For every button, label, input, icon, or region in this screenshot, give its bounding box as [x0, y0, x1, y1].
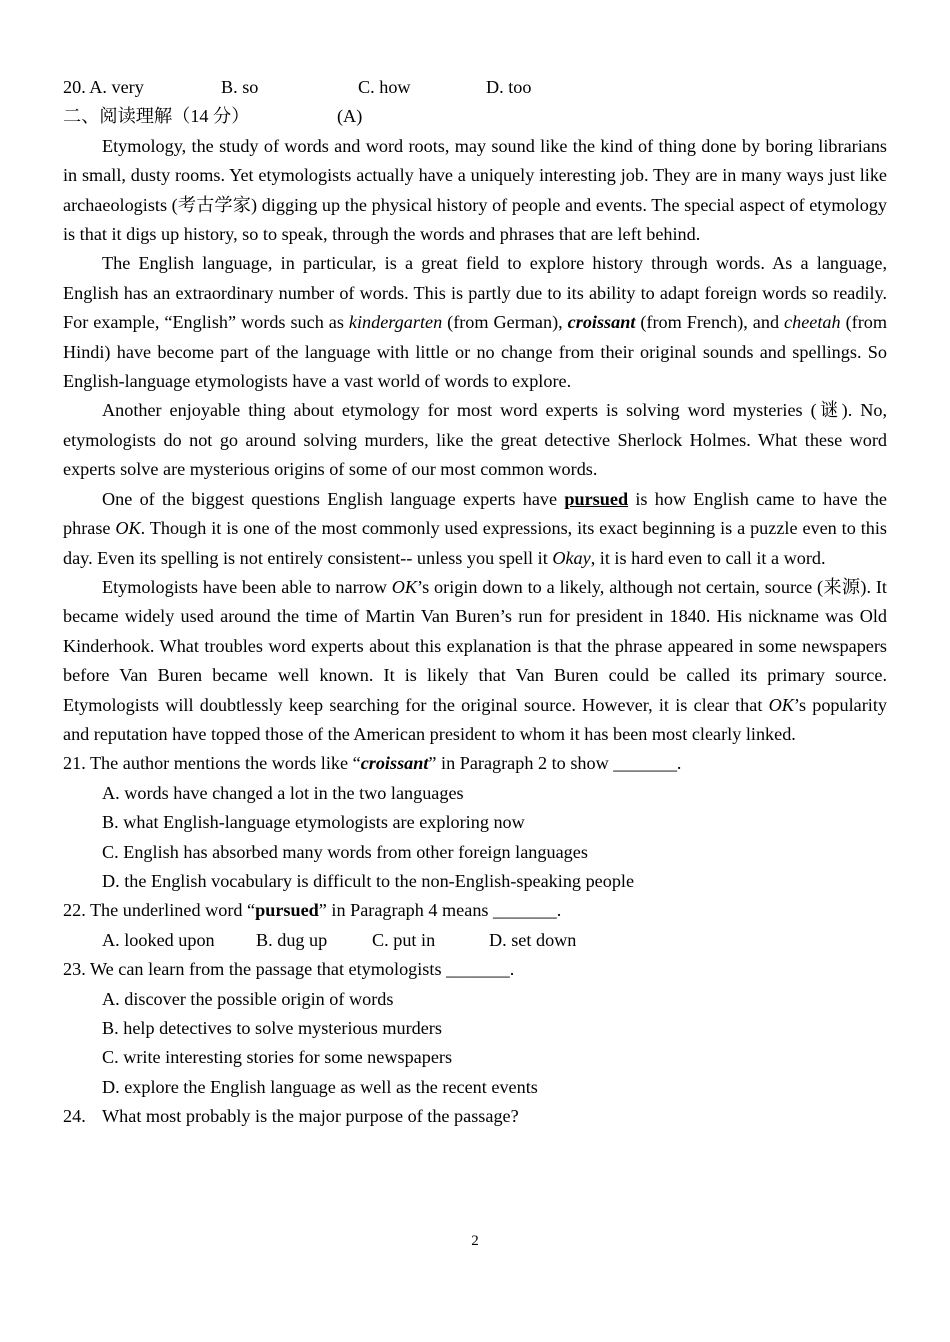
p4-text-1: One of the biggest questions English language experts have [102, 488, 565, 509]
q22-stem-post: ” in Paragraph 4 means _______. [318, 900, 562, 921]
q22-option-b: B. dug up [256, 929, 328, 950]
q21-option-c: C. English has absorbed many words from other foreign languages [102, 841, 588, 862]
exam-page [63, 73, 887, 1132]
q23-option-c: C. write interesting stories for some newspapers [102, 1047, 453, 1068]
p4-text-4: , it is hard even to call it a word. [590, 547, 826, 568]
q22-option-c: C. put in [372, 929, 436, 950]
q21-option-b: B. what English-language etymologists are exploring now [102, 812, 525, 833]
question-23-stem: 23. We can learn from the passage that etymologists _______. [63, 959, 515, 980]
q22-option-a: A. looked upon [102, 929, 215, 950]
q20-option-c: C. how [358, 77, 411, 97]
p2-text-3: (from French), and [635, 312, 785, 333]
question-24-stem [63, 1102, 887, 1131]
section-title: 二、阅读理解（14 分） [63, 106, 250, 127]
q20-option-d: D. too [486, 77, 532, 97]
word-cheetah: cheetah [784, 312, 841, 333]
q22-stem-pre: 22. The underlined word “ [63, 900, 256, 921]
p2-text-2: (from German), [442, 312, 568, 333]
q24-number: 24. [63, 1106, 86, 1127]
q21-stem-pre: 21. The author mentions the words like “ [63, 753, 361, 774]
word-okay: Okay [552, 547, 591, 568]
word-kindergarten: kindergarten [348, 312, 443, 333]
question-22-options [63, 926, 887, 955]
p4-text-3: . Though it is one of the most commonly used expressions, its exact beginning is a puzzle even to this day. Even its spelling is not entirely consistent-- unless you spell it [63, 518, 887, 568]
p5-text-1: Etymologists have been able to narrow [102, 576, 392, 597]
q22-stem-word: pursued [255, 900, 319, 921]
word-ok: OK [768, 694, 794, 715]
q23-option-b: B. help detectives to solve mysterious murders [102, 1018, 442, 1038]
word-ok: OK [115, 518, 141, 539]
q20-option-b: B. so [221, 77, 259, 97]
passage-paragraph-3: Another enjoyable thing about etymology for most word experts is solving word mysteries (谜). No, etymologists do not go around solving murders, like the great detective Sherlock Holmes. What these word experts solve are mysterious origins of some of our most common words. [63, 400, 887, 480]
word-croissant: croissant [567, 312, 636, 333]
p5-text-2: ’s origin down to a likely, although not certain, source (来源). It became widely used around the time of Martin Van Buren’s run for president in 1840. His nickname was Old Kinderhook. What troubles word experts about this explanation is that the phrase appeared in some newspapers before Van Buren became well known. It is likely that Van Buren could be called its primary source. Etymologists will doubtlessly keep searching for the original source. However, it is clear that [63, 576, 887, 715]
question-22-stem [63, 896, 887, 925]
passage-paragraph-5 [63, 573, 887, 749]
p2-text-1: The English language, in particular, is a great field to explore history through words. As a language, English has an extraordinary number of words. This is partly due to its ability to adapt foreign words so readily. For example, “English” words such as [63, 253, 887, 333]
passage-paragraph-2 [63, 249, 887, 396]
page-number: 2 [471, 1233, 479, 1249]
q21-stem-post: ” in Paragraph 2 to show _______. [428, 753, 682, 774]
question-20-options [63, 73, 887, 102]
section-heading [63, 102, 887, 131]
q22-option-d: D. set down [489, 929, 577, 950]
p2-text-4: (from Hindi) have become part of the language with little or no change from their original sounds and spellings. So English-language etymologists have a vast world of words to explore. [63, 312, 887, 392]
q24-stem-text: What most probably is the major purpose of the passage? [102, 1106, 519, 1127]
q23-option-a: A. discover the possible origin of words [102, 988, 394, 1009]
q21-option-d: D. the English vocabulary is difficult to the non-English-speaking people [102, 870, 635, 891]
q23-option-d: D. explore the English language as well as the recent events [102, 1076, 538, 1097]
passage-paragraph-1: Etymology, the study of words and word roots, may sound like the kind of thing done by boring librarians in small, dusty rooms. Yet etymologists actually have a uniquely interesting job. They are in many ways just like archaeologists (考古学家) digging up the physical history of people and events. The special aspect of etymology is that it digs up history, so to speak, through the words and phrases that are left behind. [63, 135, 887, 245]
q21-option-a: A. words have changed a lot in the two languages [102, 782, 464, 803]
word-pursued-underlined: pursued [564, 488, 629, 509]
section-part-label: (A) [337, 106, 363, 127]
passage-paragraph-4 [63, 485, 887, 573]
p5-text-3: ’s popularity and reputation have topped those of the American president to whom it has been most clearly linked. [63, 694, 888, 744]
q21-stem-word: croissant [360, 753, 429, 774]
word-ok: OK [391, 576, 418, 597]
q20-option-a: 20. A. very [63, 77, 144, 97]
p4-text-2: is how English came to have the phrase [63, 488, 887, 539]
question-21-stem [63, 749, 887, 778]
